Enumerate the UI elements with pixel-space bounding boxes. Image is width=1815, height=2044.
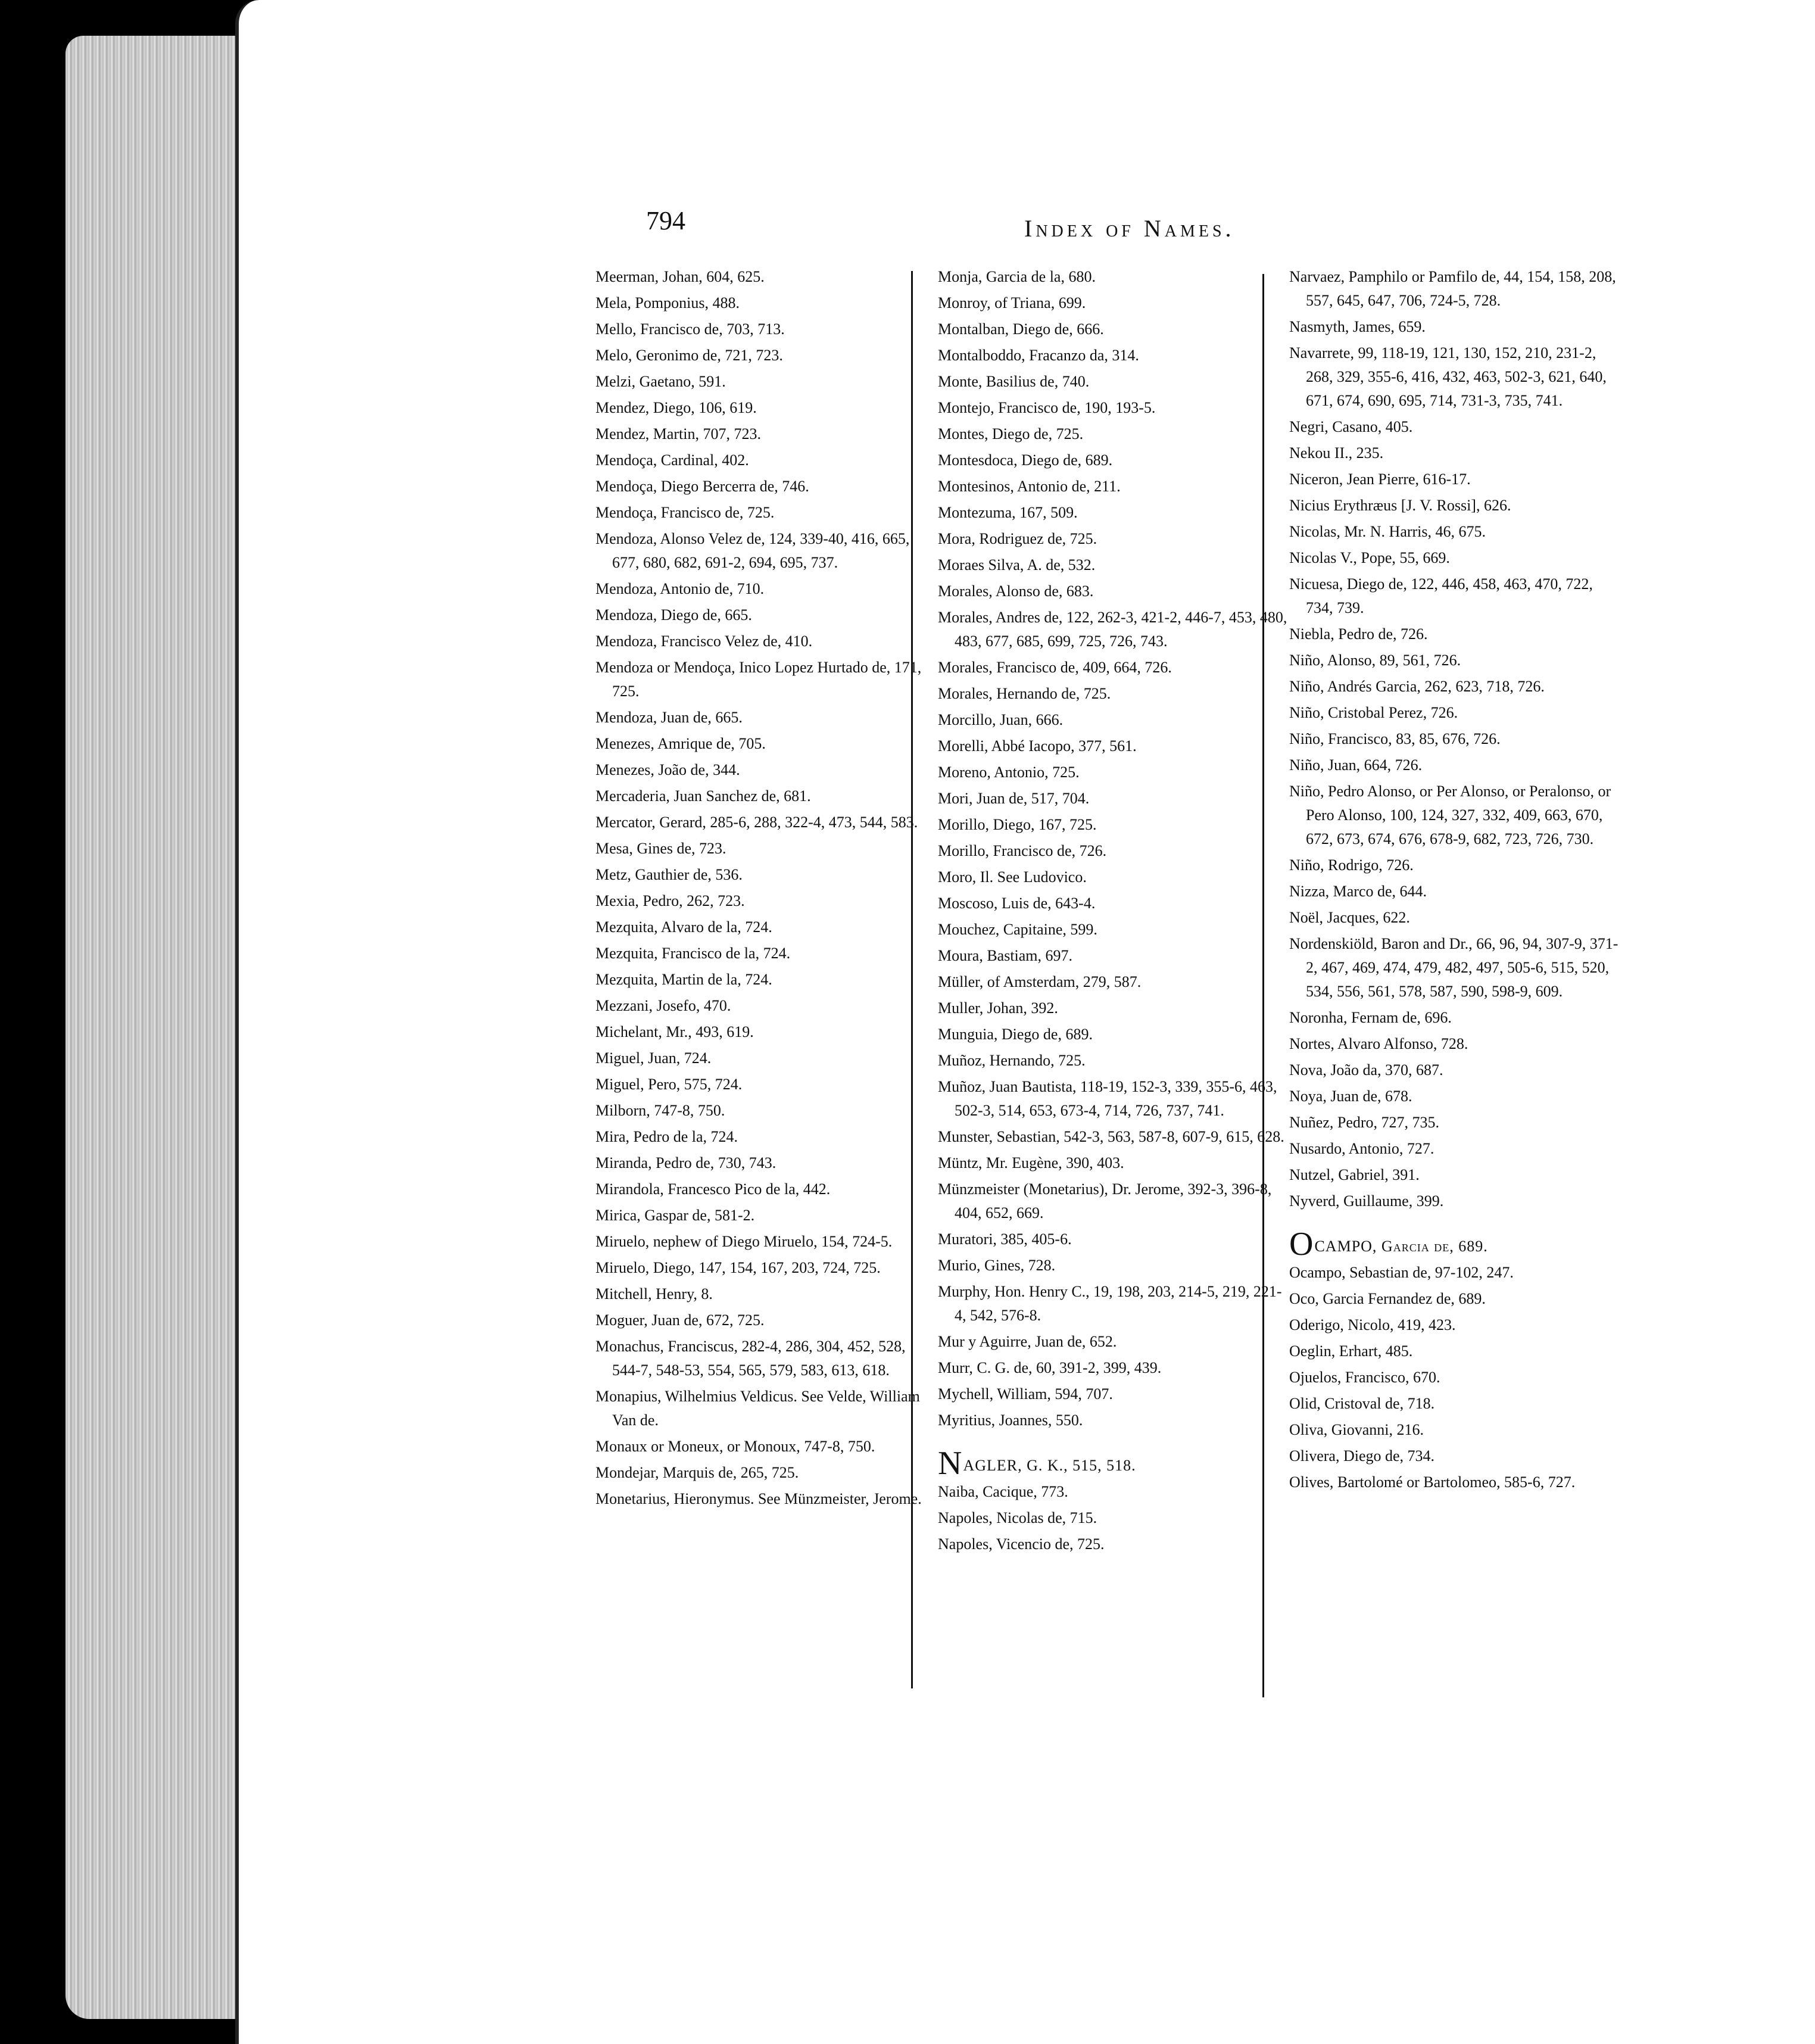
index-entry: Nasmyth, James, 659. (1289, 318, 1426, 335)
index-entry: Miguel, Juan, 724. (595, 1049, 712, 1067)
index-entry: Niño, Francisco, 83, 85, 676, 726. (1289, 730, 1501, 747)
index-entry: Niño, Pedro Alonso, or Per Alonso, or Peralonso, or Pero Alonso, 100, 124, 327, 332, 409, 663, 670, 672, 673, 674, 676, 678-9, 682, 723, 726, 730. (1289, 783, 1611, 847)
index-entry: Niceron, Jean Pierre, 616-17. (1289, 471, 1471, 488)
index-entry: Miruelo, nephew of Diego Miruelo, 154, 724-5. (595, 1233, 893, 1250)
index-entry: Müller, of Amsterdam, 279, 587. (938, 973, 1142, 990)
index-entry: Mesa, Gines de, 723. (595, 840, 726, 857)
index-entry: Nutzel, Gabriel, 391. (1289, 1166, 1420, 1183)
index-entry: Montesinos, Antonio de, 211. (938, 478, 1121, 495)
index-entry: Moreno, Antonio, 725. (938, 764, 1080, 781)
index-entry: Morales, Hernando de, 725. (938, 685, 1111, 702)
index-entry: Monaux or Moneux, or Monoux, 747-8, 750. (595, 1438, 875, 1455)
index-entry: Nordenskiöld, Baron and Dr., 66, 96, 94, 307-9, 371-2, 467, 469, 474, 479, 482, 497, 505-6, 515, 520, 534, 556, 561, 578, 587, 590, 598-9, 609. (1289, 935, 1618, 1000)
index-entry: Mezquita, Alvaro de la, 724. (595, 918, 772, 936)
index-entry: Mendoza, Juan de, 665. (595, 709, 743, 726)
index-entry: Mercator, Gerard, 285-6, 288, 322-4, 473, 544, 583. (595, 814, 918, 831)
section-start-o (1289, 1226, 1623, 1263)
index-entry: Nicolas V., Pope, 55, 669. (1289, 549, 1450, 566)
index-entry: Mezquita, Martin de la, 724. (595, 971, 772, 988)
index-entry: Montalboddo, Fracanzo da, 314. (938, 347, 1139, 364)
index-entry: Mur y Aguirre, Juan de, 652. (938, 1333, 1117, 1350)
index-entry: Mendez, Martin, 707, 723. (595, 425, 762, 443)
index-entry: Mendez, Diego, 106, 619. (595, 399, 757, 416)
index-entry: Mouchez, Capitaine, 599. (938, 921, 1097, 938)
index-entry: Mezzani, Josefo, 470. (595, 997, 731, 1014)
index-entry: Murr, C. G. de, 60, 391-2, 399, 439. (938, 1359, 1162, 1376)
index-entry: Noronha, Fernam de, 696. (1289, 1009, 1452, 1026)
index-entry: Montes, Diego de, 725. (938, 425, 1084, 443)
index-entry: Monapius, Wilhelmius Veldicus. See Velde, William Van de. (595, 1388, 920, 1429)
index-entry: Monja, Garcia de la, 680. (938, 268, 1096, 285)
index-entry: Narvaez, Pamphilo or Pamfilo de, 44, 154, 158, 208, 557, 645, 647, 706, 724-5, 728. (1289, 268, 1616, 309)
index-entry: Montesdoca, Diego de, 689. (938, 451, 1113, 469)
index-entry: Negri, Casano, 405. (1289, 418, 1413, 435)
index-entry: Navarrete, 99, 118-19, 121, 130, 152, 210, 231-2, 268, 329, 355-6, 416, 432, 463, 502-3, 621, 640, 671, 674, 690, 695, 714, 731-3, 735, 741. (1289, 344, 1607, 409)
index-entry: Michelant, Mr., 493, 619. (595, 1023, 754, 1040)
index-entry: Moscoso, Luis de, 643-4. (938, 895, 1096, 912)
running-head: Index of Names. (1024, 215, 1235, 242)
index-entry: Münzmeister (Monetarius), Dr. Jerome, 392-3, 396-8, 404, 652, 669. (938, 1180, 1272, 1222)
index-entry: Myritius, Joannes, 550. (938, 1412, 1083, 1429)
index-entry: Oco, Garcia Fernandez de, 689. (1289, 1290, 1486, 1307)
index-entry: Niño, Juan, 664, 726. (1289, 756, 1423, 774)
index-entry: Oderigo, Nicolo, 419, 423. (1289, 1316, 1456, 1333)
index-entry: Mirandola, Francesco Pico de la, 442. (595, 1180, 831, 1198)
index-entry: Mendoça, Cardinal, 402. (595, 451, 749, 469)
index-entry: Monroy, of Triana, 699. (938, 294, 1086, 311)
index-entry: Mira, Pedro de la, 724. (595, 1128, 738, 1145)
index-entry: Miranda, Pedro de, 730, 743. (595, 1154, 776, 1171)
index-entry: Müntz, Mr. Eugène, 390, 403. (938, 1154, 1124, 1171)
index-entry: Napoles, Vicencio de, 725. (938, 1535, 1105, 1553)
index-entry: Mello, Francisco de, 703, 713. (595, 320, 785, 338)
index-entry: Moraes Silva, A. de, 532. (938, 556, 1096, 574)
index-entry: Ocampo, Sebastian de, 97-102, 247. (1289, 1264, 1514, 1281)
index-entry: Morelli, Abbé Iacopo, 377, 561. (938, 737, 1137, 755)
index-entry: Montejo, Francisco de, 190, 193-5. (938, 399, 1156, 416)
index-entry: Melo, Geronimo de, 721, 723. (595, 347, 783, 364)
index-entry: Niño, Andrés Garcia, 262, 623, 718, 726. (1289, 678, 1545, 695)
index-entry: Moura, Bastiam, 697. (938, 947, 1073, 964)
index-entry: Olives, Bartolomé or Bartolomeo, 585-6, 727. (1289, 1473, 1576, 1491)
index-entry: Miguel, Pero, 575, 724. (595, 1076, 743, 1093)
index-entry: Mendoça, Diego Bercerra de, 746. (595, 478, 809, 495)
index-entry: Muñoz, Hernando, 725. (938, 1052, 1086, 1069)
index-entry: Nizza, Marco de, 644. (1289, 883, 1427, 900)
index-entry: Muratori, 385, 405-6. (938, 1230, 1072, 1248)
index-entry: Menezes, Amrique de, 705. (595, 735, 766, 752)
index-entry: Niño, Cristobal Perez, 726. (1289, 704, 1458, 721)
index-entry: Montezuma, 167, 509. (938, 504, 1078, 521)
index-entry: Mela, Pomponius, 488. (595, 294, 740, 311)
index-column-2 (938, 265, 1289, 1559)
index-entry: Monte, Basilius de, 740. (938, 373, 1090, 390)
index-entry: Niño, Rodrigo, 726. (1289, 856, 1414, 874)
index-entry: Mendoza or Mendoça, Inico Lopez Hurtado de, 171, 725. (595, 659, 922, 700)
index-entry: Nova, João da, 370, 687. (1289, 1061, 1443, 1079)
index-entry: Murio, Gines, 728. (938, 1257, 1056, 1274)
section-letter: N (938, 1445, 962, 1482)
index-entry: Nicolas, Mr. N. Harris, 46, 675. (1289, 523, 1486, 540)
index-entry: Mendoza, Francisco Velez de, 410. (595, 632, 813, 650)
index-entry: Munguia, Diego de, 689. (938, 1026, 1093, 1043)
index-entry: Olivera, Diego de, 734. (1289, 1447, 1435, 1465)
index-entry: Murphy, Hon. Henry C., 19, 198, 203, 214-5, 219, 221-4, 542, 576-8. (938, 1283, 1282, 1324)
index-entry: Mondejar, Marquis de, 265, 725. (595, 1464, 799, 1481)
index-entry: Morcillo, Juan, 666. (938, 711, 1064, 728)
index-entry: Napoles, Nicolas de, 715. (938, 1509, 1097, 1526)
index-entry: Meerman, Johan, 604, 625. (595, 268, 765, 285)
index-entry: Moro, Il. See Ludovico. (938, 868, 1087, 886)
index-entry: Niño, Alonso, 89, 561, 726. (1289, 652, 1461, 669)
index-entry: Oliva, Giovanni, 216. (1289, 1421, 1424, 1438)
index-entry: Nicius Erythræus [J. V. Rossi], 626. (1289, 497, 1511, 514)
index-entry: Mora, Rodriguez de, 725. (938, 530, 1097, 547)
section-start-n (938, 1445, 1289, 1482)
index-entry: Mendoza, Diego de, 665. (595, 606, 752, 624)
index-entry: Monetarius, Hieronymus. See Münzmeister, Jerome. (595, 1490, 922, 1507)
index-entry: Morales, Alonso de, 683. (938, 582, 1094, 600)
index-entry: Metz, Gauthier de, 536. (595, 866, 743, 883)
index-entry: Mezquita, Francisco de la, 724. (595, 945, 791, 962)
index-column-1 (595, 265, 929, 1513)
index-entry: Mexia, Pedro, 262, 723. (595, 892, 745, 909)
index-entry: Ojuelos, Francisco, 670. (1289, 1369, 1440, 1386)
index-entry: Nortes, Alvaro Alfonso, 728. (1289, 1035, 1468, 1052)
index-entry: Morillo, Diego, 167, 725. (938, 816, 1097, 833)
index-entry: Niebla, Pedro de, 726. (1289, 625, 1428, 643)
index-entry: Munster, Sebastian, 542-3, 563, 587-8, 607-9, 615, 628. (938, 1128, 1284, 1145)
index-entry: Milborn, 747-8, 750. (595, 1102, 725, 1119)
index-entry: Mori, Juan de, 517, 704. (938, 790, 1090, 807)
index-entry: Mendoza, Alonso Velez de, 124, 339-40, 416, 665, 677, 680, 682, 691-2, 694, 695, 737. (595, 530, 910, 571)
index-entry: Noël, Jacques, 622. (1289, 909, 1410, 926)
index-column-3 (1289, 265, 1623, 1497)
index-entry: Mirica, Gaspar de, 581-2. (595, 1207, 755, 1224)
index-entry: Nuñez, Pedro, 727, 735. (1289, 1114, 1440, 1131)
index-entry: Mercaderia, Juan Sanchez de, 681. (595, 787, 811, 805)
index-entry: Nicuesa, Diego de, 122, 446, 458, 463, 470, 722, 734, 739. (1289, 575, 1593, 616)
section-letter: O (1289, 1226, 1314, 1263)
index-entry: Mitchell, Henry, 8. (595, 1285, 713, 1303)
index-entry: AGLER, G. K., 515, 518. (963, 1457, 1136, 1474)
index-entry: Miruelo, Diego, 147, 154, 167, 203, 724, 725. (595, 1259, 881, 1276)
index-entry: Naiba, Cacique, 773. (938, 1483, 1068, 1500)
index-entry: Oeglin, Erhart, 485. (1289, 1342, 1413, 1360)
index-entry: Nusardo, Antonio, 727. (1289, 1140, 1434, 1157)
index-entry: Mendoça, Francisco de, 725. (595, 504, 775, 521)
index-entry: CAMPO, Garcia de, 689. (1314, 1238, 1488, 1255)
index-entry: Melzi, Gaetano, 591. (595, 373, 726, 390)
index-entry: Moguer, Juan de, 672, 725. (595, 1311, 765, 1329)
index-entry: Muñoz, Juan Bautista, 118-19, 152-3, 339, 355-6, 463, 502-3, 514, 653, 673-4, 714, 726, 737, 741. (938, 1078, 1277, 1119)
index-entry: Noya, Juan de, 678. (1289, 1088, 1412, 1105)
index-entry: Nekou II., 235. (1289, 444, 1384, 462)
book-page-edges (66, 36, 256, 2019)
index-entry: Olid, Cristoval de, 718. (1289, 1395, 1435, 1412)
index-entry: Morillo, Francisco de, 726. (938, 842, 1107, 859)
index-entry: Muller, Johan, 392. (938, 999, 1058, 1017)
index-entry: Mychell, William, 594, 707. (938, 1385, 1113, 1403)
page-number: 794 (646, 206, 685, 235)
index-entry: Monachus, Franciscus, 282-4, 286, 304, 452, 528, 544-7, 548-53, 554, 565, 579, 583, 613, 618. (595, 1338, 906, 1379)
index-entry: Morales, Andres de, 122, 262-3, 421-2, 446-7, 453, 480, 483, 677, 685, 699, 725, 726, 743. (938, 609, 1287, 650)
index-entry: Montalban, Diego de, 666. (938, 320, 1104, 338)
index-entry: Nyverd, Guillaume, 399. (1289, 1192, 1444, 1210)
index-entry: Morales, Francisco de, 409, 664, 726. (938, 659, 1172, 676)
index-entry: Mendoza, Antonio de, 710. (595, 580, 765, 597)
index-entry: Menezes, João de, 344. (595, 761, 740, 778)
